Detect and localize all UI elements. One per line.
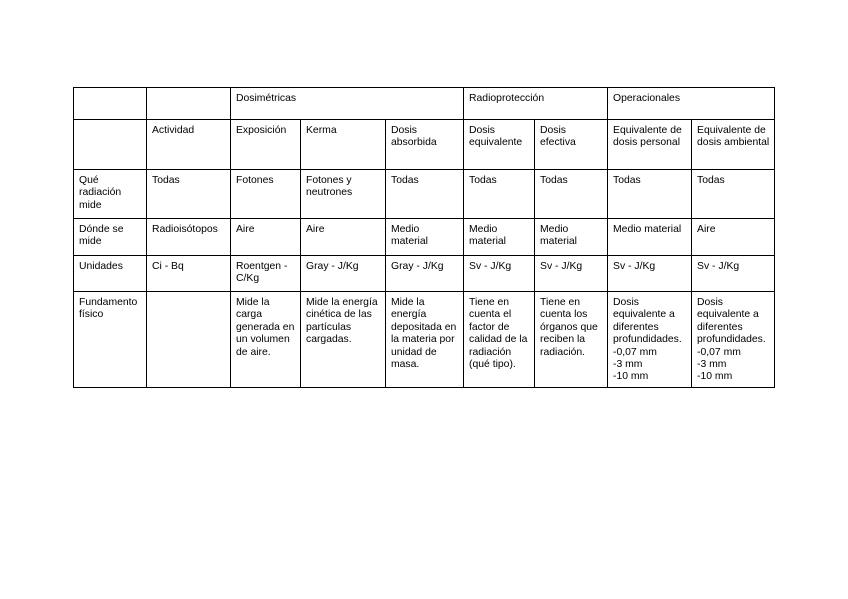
group-header-operacionales: Operacionales bbox=[608, 88, 775, 120]
table-cell: Fotones y neutrones bbox=[301, 170, 386, 219]
table-cell: Medio material bbox=[535, 219, 608, 256]
table-cell: Aire bbox=[301, 219, 386, 256]
column-header-cell: Dosis efectiva bbox=[535, 120, 608, 170]
table-cell: Ci - Bq bbox=[147, 256, 231, 292]
table-cell: Roentgen - C/Kg bbox=[231, 256, 301, 292]
column-header-cell: Dosis absorbida bbox=[386, 120, 464, 170]
row-label-cell: Unidades bbox=[74, 256, 147, 292]
table-cell: Todas bbox=[535, 170, 608, 219]
table-cell: Todas bbox=[692, 170, 775, 219]
table-cell: Medio material bbox=[386, 219, 464, 256]
empty-group-cell bbox=[147, 88, 231, 120]
table-cell: Sv - J/Kg bbox=[608, 256, 692, 292]
table-row bbox=[74, 219, 775, 256]
dosimetry-magnitudes-table bbox=[73, 87, 775, 388]
table-cell: Sv - J/Kg bbox=[535, 256, 608, 292]
table-cell: Tiene en cuenta el factor de calidad de la radiación (qué tipo). bbox=[464, 292, 535, 388]
column-header-cell bbox=[74, 120, 147, 170]
row-label-cell: Fundamento físico bbox=[74, 292, 147, 388]
row-label-cell: Dónde se mide bbox=[74, 219, 147, 256]
table-cell: Aire bbox=[231, 219, 301, 256]
table-cell bbox=[147, 292, 231, 388]
table-cell: Mide la carga generada en un volumen de aire. bbox=[231, 292, 301, 388]
table-row bbox=[74, 292, 775, 388]
table-cell: Todas bbox=[147, 170, 231, 219]
group-header-dosimetricas: Dosimétricas bbox=[231, 88, 464, 120]
column-header-cell: Exposición bbox=[231, 120, 301, 170]
column-header-cell: Kerma bbox=[301, 120, 386, 170]
column-header-cell: Dosis equivalente bbox=[464, 120, 535, 170]
table-cell: Mide la energía cinética de las partículas cargadas. bbox=[301, 292, 386, 388]
table-cell: Fotones bbox=[231, 170, 301, 219]
table-cell: Tiene en cuenta los órganos que reciben la radiación. bbox=[535, 292, 608, 388]
empty-corner-cell bbox=[74, 88, 147, 120]
table-cell: Medio material bbox=[464, 219, 535, 256]
column-header-cell: Equivalente de dosis ambiental bbox=[692, 120, 775, 170]
table-cell: Radioisótopos bbox=[147, 219, 231, 256]
table-cell: Todas bbox=[464, 170, 535, 219]
table-cell: Aire bbox=[692, 219, 775, 256]
column-header-cell: Actividad bbox=[147, 120, 231, 170]
table-cell: Gray - J/Kg bbox=[301, 256, 386, 292]
table-cell: Dosis equivalente a diferentes profundidades. -0,07 mm -3 mm -10 mm bbox=[692, 292, 775, 388]
table-cell: Sv - J/Kg bbox=[692, 256, 775, 292]
row-label-cell: Qué radiación mide bbox=[74, 170, 147, 219]
group-header-radioproteccion: Radioprotección bbox=[464, 88, 608, 120]
table-row bbox=[74, 256, 775, 292]
table-cell: Medio material bbox=[608, 219, 692, 256]
column-header-row bbox=[74, 120, 775, 170]
table-cell: Todas bbox=[608, 170, 692, 219]
column-header-cell: Equivalente de dosis personal bbox=[608, 120, 692, 170]
table-cell: Gray - J/Kg bbox=[386, 256, 464, 292]
table-cell: Dosis equivalente a diferentes profundidades. -0,07 mm -3 mm -10 mm bbox=[608, 292, 692, 388]
group-header-row bbox=[74, 88, 775, 120]
table-cell: Sv - J/Kg bbox=[464, 256, 535, 292]
table-cell: Mide la energía depositada en la materia por unidad de masa. bbox=[386, 292, 464, 388]
table-cell: Todas bbox=[386, 170, 464, 219]
table-row bbox=[74, 170, 775, 219]
